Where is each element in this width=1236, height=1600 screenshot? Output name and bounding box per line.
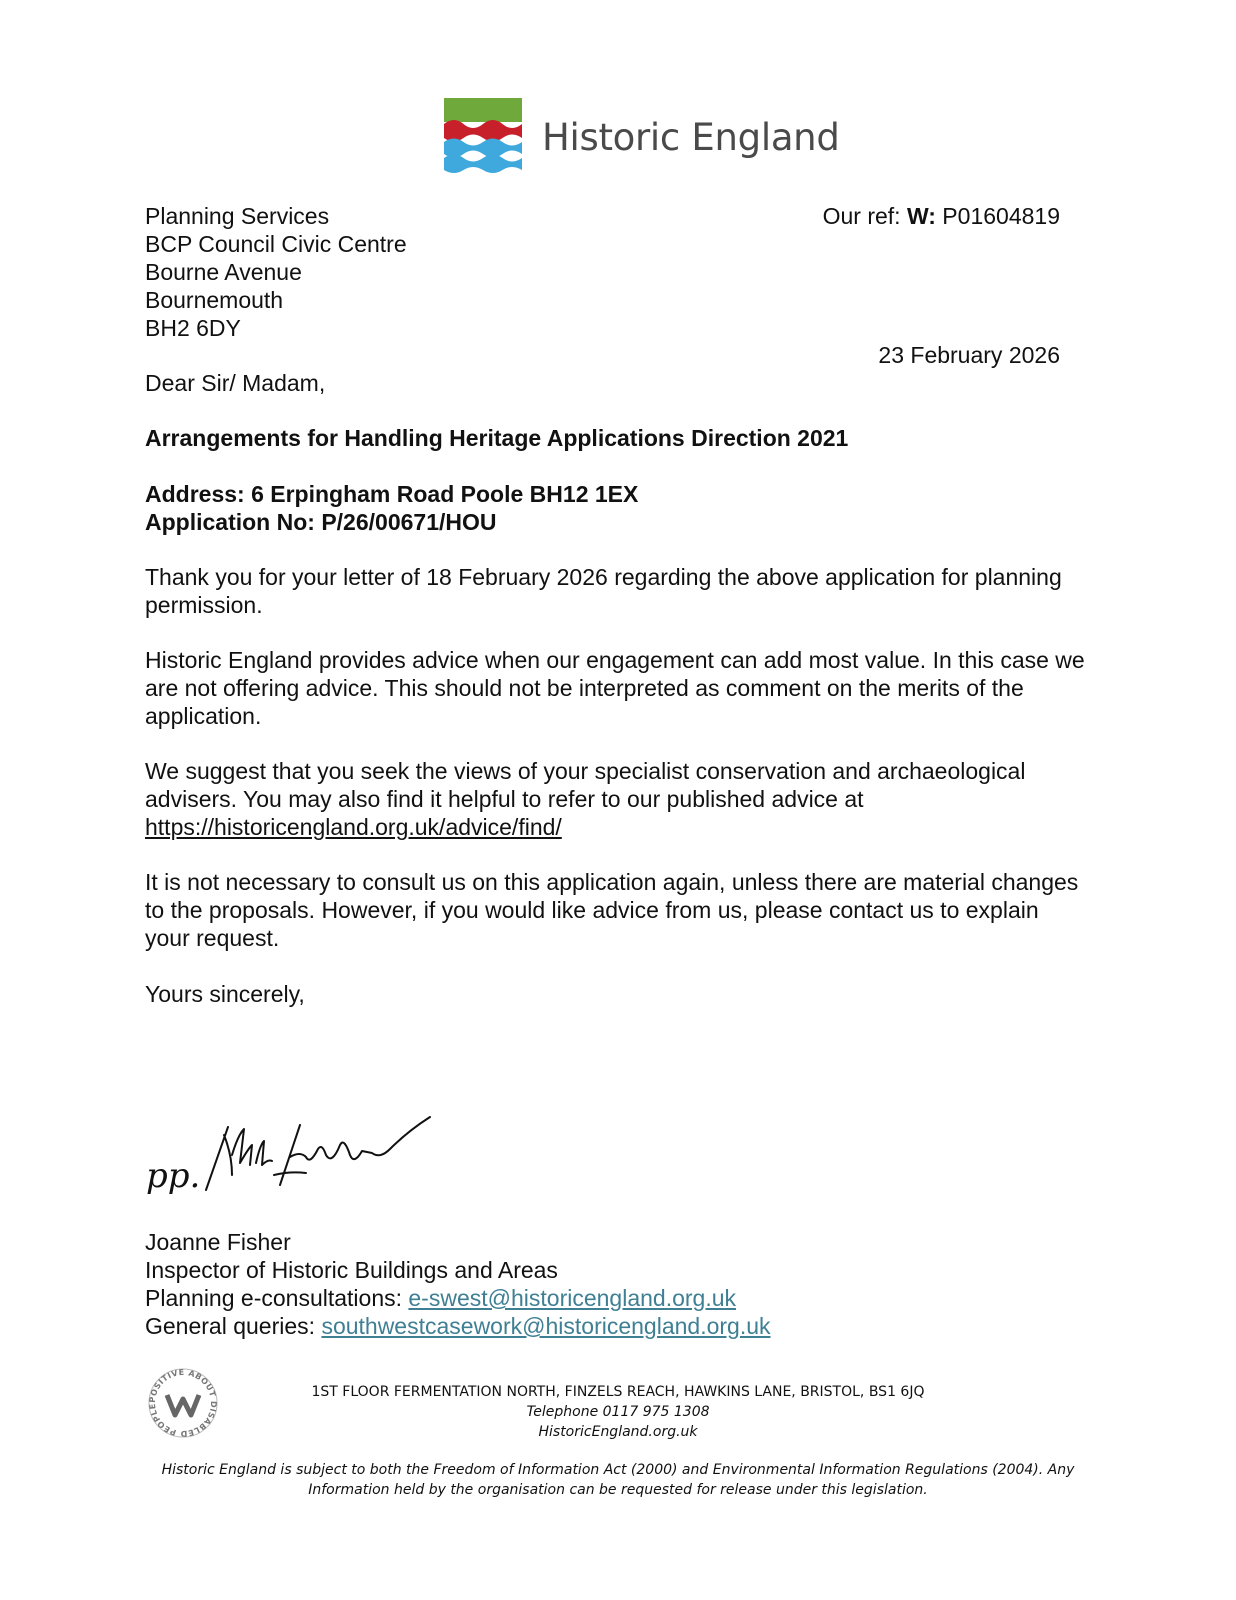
footer-website: HistoricEngland.org.uk bbox=[538, 1424, 698, 1440]
footer-address: 1ST FLOOR FERMENTATION NORTH, FINZELS REACH, HAWKINS LANE, BRISTOL, BS1 6JQ bbox=[311, 1384, 925, 1400]
footer-address-block bbox=[0, 1382, 1236, 1442]
recipient-line: Bournemouth bbox=[145, 287, 284, 313]
our-reference bbox=[823, 202, 1060, 230]
body-paragraph: Thank you for your letter of 18 February 2026 regarding the above application for planning permission. bbox=[145, 564, 1062, 618]
footer-telephone: Telephone 0117 975 1308 bbox=[526, 1404, 710, 1420]
general-email-link[interactable]: southwestcasework@historicengland.org.uk bbox=[321, 1313, 771, 1339]
ref-label: Our ref: bbox=[822, 203, 907, 229]
handwritten-signature bbox=[140, 1115, 440, 1210]
recipient-line: Planning Services bbox=[145, 203, 330, 229]
salutation: Dear Sir/ Madam, bbox=[145, 370, 326, 396]
badge-ring-text: POSITIVE ABOUT DISABLED PEOPLE bbox=[147, 1367, 219, 1439]
signatory-block bbox=[145, 1228, 771, 1340]
logo-wordmark: Historic England bbox=[542, 115, 840, 159]
body-paragraph-text: We suggest that you seek the views of your specialist conservation and archaeological advisers. You may also find it helpful to refer to our published advice at bbox=[145, 758, 1026, 812]
body-paragraph bbox=[145, 757, 1085, 841]
site-details bbox=[145, 480, 638, 536]
body-paragraph: Historic England provides advice when our engagement can add most value. In this case we are not offering advice. This should not be interpreted as comment on the merits of the application. bbox=[145, 647, 1085, 729]
general-label: General queries: bbox=[145, 1313, 322, 1339]
ref-prefix: W: bbox=[906, 203, 936, 229]
general-queries-line bbox=[145, 1312, 771, 1340]
letter-heading: Arrangements for Handling Heritage Applications Direction 2021 bbox=[145, 425, 849, 451]
advice-link[interactable]: https://historicengland.org.uk/advice/find/ bbox=[145, 814, 562, 840]
econsult-email-link[interactable]: e-swest@historicengland.org.uk bbox=[408, 1285, 737, 1311]
econsult-line bbox=[145, 1284, 771, 1312]
signatory-name: Joanne Fisher bbox=[145, 1229, 291, 1255]
application-number: Application No: P/26/00671/HOU bbox=[145, 509, 497, 535]
recipient-address bbox=[145, 202, 407, 342]
historic-england-logo bbox=[444, 98, 840, 176]
signature-pp: pp. bbox=[146, 1156, 201, 1196]
recipient-line: BCP Council Civic Centre bbox=[145, 231, 407, 257]
body-paragraph: It is not necessary to consult us on this application again, unless there are material changes to the proposals. However, if you would like advice from us, please contact us to explain your request. bbox=[145, 869, 1079, 951]
closing: Yours sincerely, bbox=[145, 981, 305, 1007]
ref-value: P01604819 bbox=[935, 203, 1060, 229]
site-address: Address: 6 Erpingham Road Poole BH12 1EX bbox=[145, 481, 639, 507]
historic-england-emblem-icon bbox=[444, 98, 522, 176]
signatory-title: Inspector of Historic Buildings and Areas bbox=[145, 1257, 558, 1283]
letter-date: 23 February 2026 bbox=[878, 342, 1060, 368]
foi-disclaimer: Historic England is subject to both the Freedom of Information Act (2000) and Environmental Information Regulations (2004). Any Information held by the organisation can be requested for release under this legislation. bbox=[161, 1462, 1075, 1498]
recipient-line: Bourne Avenue bbox=[145, 259, 302, 285]
recipient-line: BH2 6DY bbox=[145, 315, 241, 341]
econsult-label: Planning e-consultations: bbox=[145, 1285, 409, 1311]
